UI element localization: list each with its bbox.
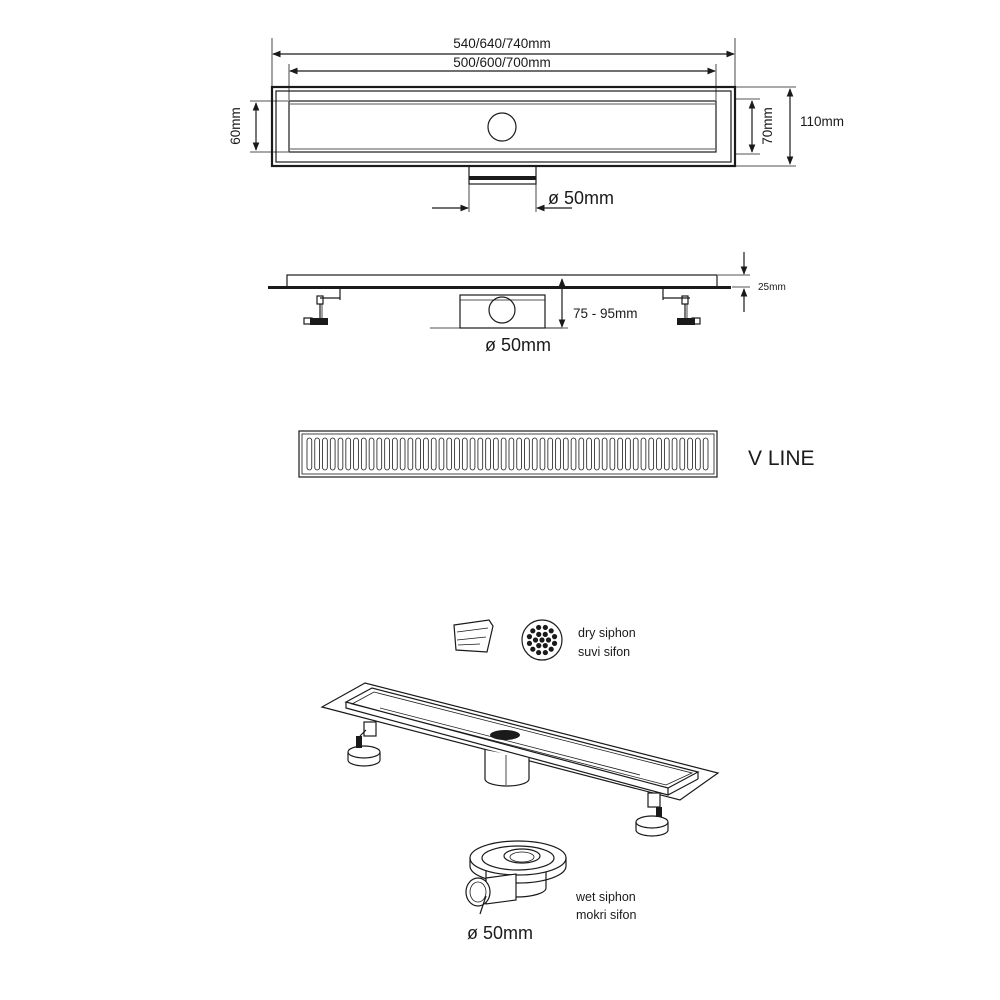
grate-slot bbox=[563, 438, 568, 470]
dry-siphon-grille-icon bbox=[522, 620, 562, 660]
grate-slot bbox=[447, 438, 452, 470]
grate-slot bbox=[517, 438, 522, 470]
grate-slot bbox=[610, 438, 615, 470]
grate-name: V LINE bbox=[748, 447, 815, 470]
side-view bbox=[268, 252, 786, 355]
grate-slot bbox=[493, 438, 498, 470]
grille-hole bbox=[549, 647, 554, 652]
grille-holes bbox=[527, 625, 557, 655]
grate-slot bbox=[626, 438, 631, 470]
total-width-label: 110mm bbox=[800, 114, 845, 129]
grate-slot bbox=[579, 438, 584, 470]
grate-slot bbox=[618, 438, 623, 470]
grille-hole bbox=[552, 641, 557, 646]
grate-slot bbox=[369, 438, 374, 470]
dry-siphon-flap-icon bbox=[454, 620, 493, 652]
inner-length-label: 500/600/700mm bbox=[453, 55, 551, 70]
outlet-hole bbox=[488, 113, 516, 141]
right-adjustable-foot bbox=[663, 289, 700, 325]
grate-slot bbox=[416, 438, 421, 470]
grate-slot bbox=[408, 438, 413, 470]
grate-slot bbox=[672, 438, 677, 470]
grille-hole bbox=[536, 650, 541, 655]
left-adjustable-foot bbox=[304, 289, 340, 325]
grille-hole bbox=[527, 634, 532, 639]
channel-body-side bbox=[287, 275, 717, 287]
side-outlet-hole bbox=[489, 297, 515, 323]
grate-slot bbox=[330, 438, 335, 470]
outlet-pipe bbox=[469, 166, 536, 184]
dry-siphon-label-hr: suvi sifon bbox=[578, 645, 631, 659]
grate-slot bbox=[478, 438, 483, 470]
grate-slot bbox=[307, 438, 312, 470]
grate-slot bbox=[354, 438, 359, 470]
grate-slot bbox=[509, 438, 514, 470]
grate-slot bbox=[657, 438, 662, 470]
grate-slot bbox=[688, 438, 693, 470]
wet-siphon-outlet-label: ø 50mm bbox=[467, 923, 534, 943]
grate-slot bbox=[361, 438, 366, 470]
grate-slot bbox=[346, 438, 351, 470]
grate-slot bbox=[532, 438, 537, 470]
grate-slot bbox=[556, 438, 561, 470]
grate-slot bbox=[633, 438, 638, 470]
grate-slot bbox=[540, 438, 545, 470]
grate-slots bbox=[307, 438, 708, 470]
grate-slot bbox=[431, 438, 436, 470]
dry-siphon-label-en: dry siphon bbox=[578, 626, 636, 640]
grille-hole bbox=[543, 650, 548, 655]
grille-hole bbox=[536, 643, 541, 648]
grille-hole bbox=[543, 643, 548, 648]
grate-slot bbox=[470, 438, 475, 470]
grille-hole bbox=[536, 632, 541, 637]
top-outlet-label: ø 50mm bbox=[548, 188, 615, 208]
grille-hole bbox=[543, 632, 548, 637]
grille-hole bbox=[552, 634, 557, 639]
grate-slot bbox=[400, 438, 405, 470]
grate-slot bbox=[392, 438, 397, 470]
v-line-grate bbox=[299, 431, 717, 477]
grate-slot bbox=[424, 438, 429, 470]
grate-slot bbox=[486, 438, 491, 470]
flange-side bbox=[268, 286, 731, 289]
grate-slot bbox=[548, 438, 553, 470]
grille-hole bbox=[546, 637, 551, 642]
grate-slot bbox=[377, 438, 382, 470]
channel-grate bbox=[289, 101, 716, 152]
iso-outlet-hole bbox=[490, 730, 520, 740]
wet-siphon bbox=[466, 841, 566, 914]
grate-slot bbox=[649, 438, 654, 470]
grate-slot bbox=[315, 438, 320, 470]
grate-slot bbox=[587, 438, 592, 470]
outer-length-label: 540/640/740mm bbox=[453, 36, 551, 51]
grille-hole bbox=[543, 625, 548, 630]
grille-hole bbox=[533, 637, 538, 642]
wet-siphon-label-en: wet siphon bbox=[576, 890, 636, 904]
top-view bbox=[228, 36, 844, 212]
grate-slot bbox=[664, 438, 669, 470]
grate-slot bbox=[525, 438, 530, 470]
channel-flange bbox=[272, 87, 735, 166]
grate-slot bbox=[594, 438, 599, 470]
grate-slot bbox=[602, 438, 607, 470]
grille-hole bbox=[536, 625, 541, 630]
iso-right-foot bbox=[636, 793, 668, 836]
adjust-range-label: 75 - 95mm bbox=[573, 306, 638, 321]
iso-left-foot bbox=[348, 722, 380, 766]
grate-slot bbox=[641, 438, 646, 470]
grille-hole bbox=[527, 641, 532, 646]
isometric-drain bbox=[322, 683, 718, 836]
grate-slot bbox=[680, 438, 685, 470]
grille-hole bbox=[530, 647, 535, 652]
grille-hole bbox=[530, 628, 535, 633]
grate-slot bbox=[462, 438, 467, 470]
inner-width-label: 60mm bbox=[228, 107, 243, 145]
grate-slot bbox=[323, 438, 328, 470]
flange-width-label: 70mm bbox=[760, 107, 775, 145]
side-outlet-label: ø 50mm bbox=[485, 335, 552, 355]
grate-slot bbox=[703, 438, 708, 470]
grille-hole bbox=[549, 628, 554, 633]
height-label: 25mm bbox=[758, 282, 786, 293]
grate-slot bbox=[571, 438, 576, 470]
grille-hole bbox=[539, 637, 544, 642]
wet-siphon-label-hr: mokri sifon bbox=[576, 908, 637, 922]
grate-slot bbox=[501, 438, 506, 470]
grate-slot bbox=[695, 438, 700, 470]
grate-slot bbox=[455, 438, 460, 470]
grate-slot bbox=[385, 438, 390, 470]
grate-slot bbox=[439, 438, 444, 470]
grate-slot bbox=[338, 438, 343, 470]
